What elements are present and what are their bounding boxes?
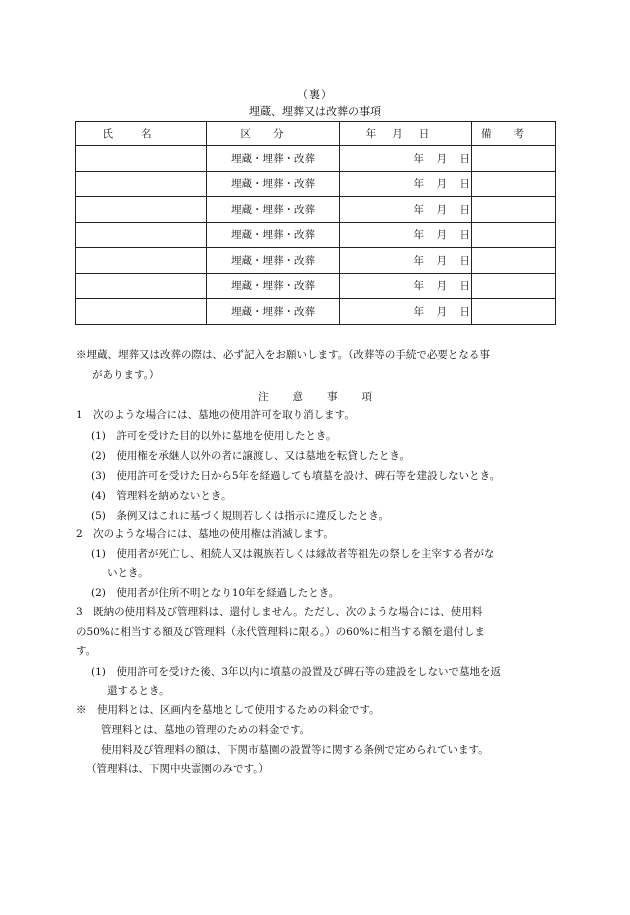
note-usage-fee: ※ 使用料とは、区画内を墓地として使用するための料金です。 [76, 704, 380, 716]
caution-item-2-2: (2) 使用者が住所不明となり10年を経過したとき。 [91, 587, 340, 599]
date-cell[interactable]: 年 月 日 [340, 273, 472, 299]
remarks-cell[interactable] [472, 146, 556, 172]
name-cell[interactable] [76, 171, 207, 197]
caution-item-3: 3 既納の使用料及び管理料は、還付しません。ただし、次のような場合には、使用料 [76, 606, 483, 618]
notice-text-line-1: ※埋蔵、埋葬又は改葬の際は、必ず記入をお願いします。（改葬等の手続で必要となる事 [76, 349, 490, 361]
remarks-cell[interactable] [472, 299, 556, 325]
date-cell[interactable]: 年 月 日 [340, 197, 472, 223]
remarks-cell[interactable] [472, 171, 556, 197]
name-cell[interactable] [76, 299, 207, 325]
caution-item-1-2: (2) 使用権を承継人以外の者に譲渡し、又は墓地を転貸したとき。 [91, 450, 410, 462]
date-cell[interactable]: 年 月 日 [340, 248, 472, 274]
table-row [76, 222, 556, 248]
records-table [75, 121, 556, 325]
table-row [76, 299, 556, 325]
remarks-cell[interactable] [472, 273, 556, 299]
caution-item-1-4: (4) 管理料を納めないとき。 [91, 490, 232, 502]
date-cell[interactable]: 年 月 日 [340, 171, 472, 197]
caution-item-3-1-cont: 還するとき。 [107, 685, 170, 697]
note-fee-amount: 使用料及び管理料の額は、下関市墓園の設置等に関する条例で定められています。 [101, 744, 489, 756]
table-row [76, 171, 556, 197]
section-title: 埋蔵、埋葬又は改葬の事項 [249, 105, 381, 118]
column-header-name: 氏名 [76, 122, 207, 146]
table-row [76, 273, 556, 299]
caution-item-2: 2 次のような場合には、墓地の使用権は消滅します。 [76, 528, 334, 540]
name-cell[interactable] [76, 222, 207, 248]
remarks-cell[interactable] [472, 197, 556, 223]
column-header-category: 区分 [207, 122, 340, 146]
caution-item-3-cont2: す。 [76, 645, 97, 657]
caution-item-1: 1 次のような場合には、墓地の使用許可を取り消します。 [76, 409, 355, 421]
name-cell[interactable] [76, 146, 207, 172]
table-row [76, 146, 556, 172]
caution-item-1-5: (5) 条例又はこれに基づく規則若しくは指示に違反したとき。 [91, 510, 389, 522]
notice-text-line-2: があります。） [92, 369, 160, 381]
date-cell[interactable]: 年 月 日 [340, 222, 472, 248]
table-row [76, 248, 556, 274]
name-cell[interactable] [76, 248, 207, 274]
caution-item-1-3: (3) 使用許可を受けた日から5年を経過しても墳墓を設け、碑石等を建設しないとき。 [91, 470, 501, 482]
cautions-heading: 注意事項 [258, 391, 396, 403]
category-cell: 埋蔵・埋葬・改葬 [207, 222, 340, 248]
caution-item-3-1: (1) 使用許可を受けた後、3年以内に墳墓の設置及び碑石等の建設をしないで墓地を返 [91, 666, 502, 678]
caution-item-2-1-cont: いとき。 [107, 567, 149, 579]
caution-item-3-cont: の50%に相当する額及び管理料（永代管理料に限る。）の60%に相当する額を還付しま [76, 626, 485, 638]
category-cell: 埋蔵・埋葬・改葬 [207, 146, 340, 172]
name-cell[interactable] [76, 197, 207, 223]
caution-item-2-1: (1) 使用者が死亡し、相続人又は親族若しくは縁故者等祖先の祭しを主宰する者がな [91, 548, 495, 560]
category-cell: 埋蔵・埋葬・改葬 [207, 197, 340, 223]
note-management-scope: （管理料は、下関中央霊園のみです。） [86, 763, 269, 775]
column-header-remarks: 備考 [472, 122, 556, 146]
category-cell: 埋蔵・埋葬・改葬 [207, 273, 340, 299]
remarks-cell[interactable] [472, 222, 556, 248]
remarks-cell[interactable] [472, 248, 556, 274]
date-cell[interactable]: 年 月 日 [340, 146, 472, 172]
table-row [76, 197, 556, 223]
date-cell[interactable]: 年 月 日 [340, 299, 472, 325]
category-cell: 埋蔵・埋葬・改葬 [207, 248, 340, 274]
caution-item-1-1: (1) 許可を受けた目的以外に墓地を使用したとき。 [91, 430, 337, 442]
name-cell[interactable] [76, 273, 207, 299]
column-header-date: 年月日 [340, 122, 472, 146]
category-cell: 埋蔵・埋葬・改葬 [207, 171, 340, 197]
table-header-row [76, 122, 556, 146]
note-management-fee: 管理料とは、墓地の管理のための料金です。 [101, 724, 311, 736]
category-cell: 埋蔵・埋葬・改葬 [207, 299, 340, 325]
back-side-label: （裏） [297, 88, 333, 101]
